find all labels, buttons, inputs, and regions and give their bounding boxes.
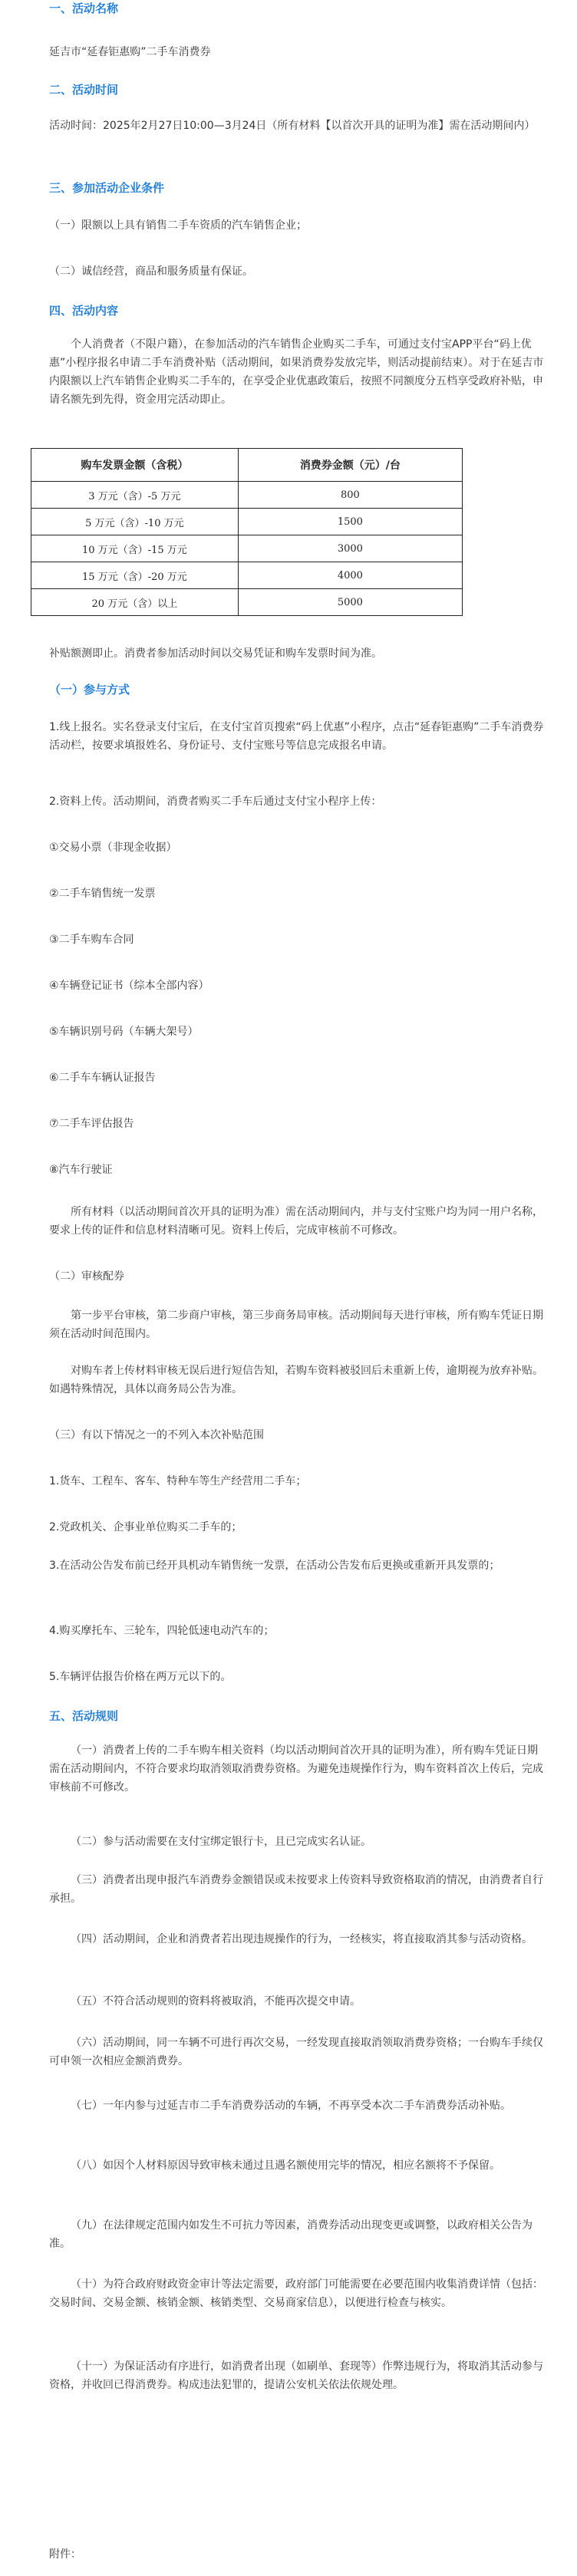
rule-item: （五）不符合活动规则的资料将被取消，不能再次提交申请。 — [71, 1995, 361, 2008]
table-cell-voucher: 5000 — [238, 589, 462, 616]
table-cell-invoice: 3 万元（含）-5 万元 — [31, 482, 239, 509]
subsidy-table — [31, 448, 463, 616]
table-header-row — [31, 449, 463, 482]
rule-item: （四）活动期间，企业和消费者若出现违规操作的行为，一经核实，将直接取消其参与活动资格。 — [71, 1933, 532, 1945]
table-cell-invoice: 20 万元（含）以上 — [31, 589, 239, 616]
table-row — [31, 509, 463, 535]
rule-item: （十一）为保证活动有序进行，如消费者出现（如刷单、套现等）作弊违规行为，将取消其活动参与资格，并收回已得消费券。构成违法犯罪的，提请公安机关依法依规处理。 — [49, 2360, 543, 2391]
table-header-voucher-amount: 消费券金额（元）/台 — [238, 449, 462, 482]
rule-item: （三）消费者出现申报汽车消费券金额错误或未按要求上传资料导致资格取消的情况，由消费者自行承担。 — [49, 1874, 543, 1905]
upload-item: ⑧汽车行驶证 — [49, 1164, 113, 1176]
rule-item: （七）一年内参与过延吉市二手车消费券活动的车辆，不再享受本次二手车消费券活动补贴。 — [71, 2100, 511, 2112]
rule-item: （八）如因个人材料原因导致审核未通过且遇名额使用完毕的情况，相应名额将不予保留。 — [71, 2159, 500, 2172]
review-notice-text: 对购车者上传材料审核无误后进行短信告知，若购车资料被驳回后未重新上传，逾期视为放弃补贴。如遇特殊情况，具体以商务局公告为准。 — [49, 1365, 543, 1395]
table-cell-voucher: 3000 — [238, 535, 462, 562]
upload-item: ④车辆登记证书（综本全部内容） — [49, 980, 209, 992]
participation-step-1: 1.线上报名。实名登录支付宝后，在支付宝首页搜索“码上优惠”小程序，点击“延春钜惠购”二手车消费券活动栏，按要求填报姓名、身份证号、支付宝账号等信息完成报名申请。 — [49, 721, 544, 752]
condition-item: （一）限额以上具有销售二手车资质的汽车销售企业； — [49, 219, 307, 232]
rule-item: （二）参与活动需要在支付宝绑定银行卡，且已完成实名认证。 — [71, 1836, 371, 1848]
activity-content-intro: 个人消费者（不限户籍），在参加活动的汽车销售企业购买二手车，可通过支付宝APP平台“码上优惠”小程序报名申请二手车消费补贴（活动期间，如果消费券发放完毕，则活动提前结束）。对于在延吉市内限额以上汽车销售企业购买二手车的，在享受企业优惠政策后，按照不同额度分五档享受政府补贴，申请名额先到先得，资金用完活动即止。 — [49, 338, 544, 406]
table-cell-invoice: 10 万元（含）-15 万元 — [31, 535, 239, 562]
participation-step-2: 2.资料上传。活动期间，消费者购买二手车后通过支付宝小程序上传： — [49, 796, 382, 808]
upload-item: ②二手车销售统一发票 — [49, 888, 156, 900]
table-cell-invoice: 5 万元（含）-10 万元 — [31, 509, 239, 535]
table-cell-voucher: 800 — [238, 482, 462, 509]
table-header-invoice-amount: 购车发票金额（含税） — [31, 449, 239, 482]
section-title-enterprise-conditions: 三、参加活动企业条件 — [49, 181, 165, 195]
table-cell-invoice: 15 万元（含）-20 万元 — [31, 562, 239, 589]
section-title-rules: 五、活动规则 — [49, 1709, 119, 1723]
exclusion-item: 4.购买摩托车、三轮车，四轮低速电动汽车的； — [49, 1625, 275, 1637]
rule-item: （十）为符合政府财政资金审计等法定需要，政府部门可能需要在必要范围内收集消费详情（包括：交易时间、交易金额、核销金额、核销类型、交易商家信息），以便进行检查与核实。 — [49, 2278, 543, 2309]
table-cell-voucher: 1500 — [238, 509, 462, 535]
attachment-label: 附件： — [49, 2548, 81, 2561]
subsection-title-participation: （一）参与方式 — [49, 683, 130, 697]
rule-item: （六）活动期间，同一车辆不可进行再次交易，一经发现直接取消领取消费券资格；一台购车手续仅可申领一次相应金额消费券。 — [49, 2037, 543, 2067]
rule-item: （九）在法律规定范围内如发生不可抗力等因素，消费券活动出现变更或调整，以政府相关公告为准。 — [49, 2219, 532, 2250]
exclusion-item: 2.党政机关、企事业单位购买二手车的； — [49, 1521, 242, 1533]
upload-item: ③二手车购车合同 — [49, 934, 134, 946]
table-row — [31, 535, 463, 562]
section-title-activity-time: 二、活动时间 — [49, 83, 119, 97]
condition-item: （二）诚信经营，商品和服务质量有保证。 — [49, 265, 253, 278]
section-title-activity-content: 四、活动内容 — [49, 304, 119, 318]
subsection-title-exclusions: （三）有以下情况之一的不列入本次补贴范围 — [49, 1429, 264, 1441]
upload-item: ⑤车辆识别号码（车辆大架号） — [49, 1026, 199, 1038]
review-step-text: 第一步平台审核，第二步商户审核，第三步商务局审核。活动期间每天进行审核，所有购车凭证日期须在活动时间范围内。 — [49, 1309, 543, 1340]
exclusion-item: 3.在活动公告发布前已经开具机动车销售统一发票，在活动公告发布后更换或重新开具发票的； — [49, 1560, 500, 1572]
activity-name-text: 延吉市“延春钜惠购”二手车消费券 — [49, 46, 211, 58]
upload-item: ①交易小票（非现金收据） — [49, 842, 177, 854]
subsidy-note: 补贴额测即止。消费者参加活动时间以交易凭证和购车发票时间为准。 — [49, 647, 382, 660]
rule-item: （一）消费者上传的二手车购车相关资料（均以活动期间首次开具的证明为准），所有购车凭证日期需在活动期间内，不符合要求均取消领取消费券资格。为避免违规操作行为，购车资料首次上传后，完成审核前不可修改。 — [49, 1744, 543, 1794]
activity-time-text: 活动时间：2025年2月27日10:00—3月24日（所有材料【以首次开具的证明为准】需在活动期间内） — [49, 120, 536, 132]
upload-item: ⑦二手车评估报告 — [49, 1118, 134, 1130]
exclusion-item: 5.车辆评估报告价格在两万元以下的。 — [49, 1671, 232, 1683]
section-title-activity-name: 一、活动名称 — [49, 2, 119, 15]
upload-item: ⑥二手车车辆认证报告 — [49, 1072, 156, 1084]
table-cell-voucher: 4000 — [238, 562, 462, 589]
table-row — [31, 562, 463, 589]
table-row — [31, 589, 463, 616]
exclusion-item: 1.货车、工程车、客车、特种车等生产经营用二手车； — [49, 1475, 307, 1487]
materials-note: 所有材料（以活动期间首次开具的证明为准）需在活动期间内，并与支付宝账户均为同一用户名称，要求上传的证件和信息材料清晰可见。资料上传后，完成审核前不可修改。 — [49, 1206, 543, 1237]
subsection-title-review: （二）审核配券 — [49, 1270, 124, 1283]
table-row — [31, 482, 463, 509]
